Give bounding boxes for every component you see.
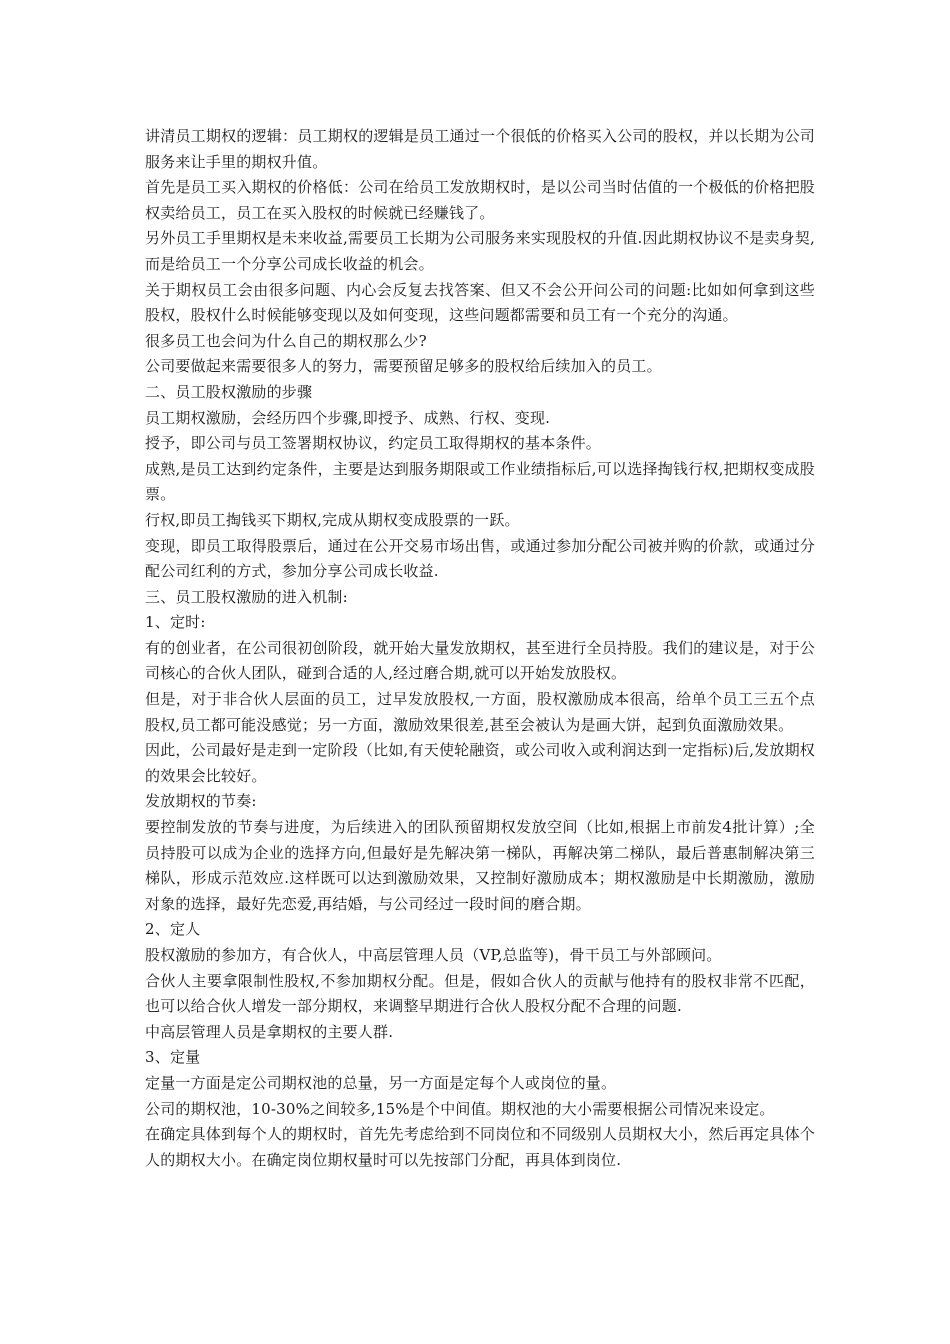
paragraph-employee-option-logic: 讲清员工期权的逻辑：员工期权的逻辑是员工通过一个很低的价格买入公司的股权，并以长期为公司服务来让手里的期权升值。 bbox=[145, 127, 815, 171]
paragraph-future-returns: 另外员工手里期权是未来收益,需要员工长期为公司服务来实现股权的升值.因此期权协议不是卖身契,而是给员工一个分享公司成长收益的机会。 bbox=[145, 229, 815, 273]
subheading-timing: 1、定时: bbox=[145, 613, 206, 632]
paragraph-vesting: 成熟,是员工达到约定条件，主要是达到服务期限或工作业绩指标后,可以选择掏钱行权,把期权变成股票。 bbox=[145, 459, 815, 504]
paragraph-grant: 授予，即公司与员工签署期权协议，约定员工取得期权的基本条件。 bbox=[145, 434, 602, 453]
paragraph-non-partner-employees: 但是，对于非合伙人层面的员工，过早发放股权,一方面，股权激励成本很高，给单个员工三五个点股权,员工都可能没感觉；另一方面，激励效果很差,甚至会被认为是画大饼，起到负面激励效果。 bbox=[145, 690, 815, 734]
paragraph-exercise: 行权,即员工掏钱买下期权,完成从期权变成股票的一跃。 bbox=[145, 510, 520, 529]
paragraph-pace-control: 要控制发放的节奏与进度，为后续进入的团队预留期权发放空间（比如,根据上市前发4批计算）;全员持股可以成为企业的选择方向,但最好是先解决第一梯队，再解决第二梯队，最后普惠制解决第三梯队，形成示范效应.这样既可以达到激励效果，又控制好激励成本；期权激励是中长期激励，激励对象的选择，最好先恋爱,再结婚，与公司经过一段时间的磨合期。 bbox=[145, 818, 815, 913]
paragraph-liquidation: 变现，即员工取得股票后，通过在公开交易市场出售，或通过参加分配公司被并购的价款，或通过分配公司红利的方式，参加分享公司成长收益. bbox=[145, 536, 815, 581]
paragraph-why-so-few: 很多员工也会问为什么自己的期权那么少? bbox=[145, 331, 427, 350]
paragraph-partners-restricted-equity: 合伙人主要拿限制性股权,不参加期权分配。但是，假如合伙人的贡献与他持有的股权非常不匹配，也可以给合伙人增发一部分期权，来调整早期进行合伙人股权分配不合理的问题. bbox=[145, 971, 815, 1016]
document-body bbox=[145, 124, 815, 1173]
paragraph-founders-early-grant: 有的创业者，在公司很初创阶段，就开始大量发放期权，甚至进行全员持股。我们的建议是，对于公司核心的合伙人团队，碰到合适的人,经过磨合期,就可以开始发放股权。 bbox=[145, 638, 815, 683]
section-heading-entry-mechanism: 三、员工股权激励的进入机制: bbox=[145, 587, 348, 606]
subheading-quantity: 3、定量 bbox=[145, 1048, 201, 1067]
paragraph-individual-allocation: 在确定具体到每个人的期权时，首先先考虑给到不同岗位和不同级别人员期权大小，然后再定具体个人的期权大小。在确定岗位期权量时可以先按部门分配，再具体到岗位. bbox=[145, 1125, 815, 1169]
paragraph-best-stage: 因此，公司最好是走到一定阶段（比如,有天使轮融资，或公司收入或利润达到一定指标)后,发放期权的效果会比较好。 bbox=[145, 741, 815, 785]
paragraph-employee-questions: 关于期权员工会由很多问题、内心会反复去找答案、但又不会公开问公司的问题:比如如何拿到这些股权，股权什么时候能够变现以及如何变现，这些问题都需要和员工有一个充分的沟通。 bbox=[145, 280, 815, 325]
paragraph-low-purchase-price: 首先是员工买入期权的价格低：公司在给员工发放期权时，是以公司当时估值的一个极低的价格把股权卖给员工，员工在买入股权的时候就已经赚钱了。 bbox=[145, 178, 815, 222]
paragraph-middle-management: 中高层管理人员是拿期权的主要人群. bbox=[145, 1022, 394, 1041]
paragraph-reserve-equity: 公司要做起来需要很多人的努力，需要预留足够多的股权给后续加入的员工。 bbox=[145, 357, 662, 376]
paragraph-participants: 股权激励的参加方，有合伙人，中高层管理人员（VP,总监等)，骨干员工与外部顾问。 bbox=[145, 946, 722, 964]
section-heading-incentive-steps: 二、员工股权激励的步骤 bbox=[145, 382, 313, 401]
paragraph-four-steps: 员工期权激励，会经历四个步骤,即授予、成熟、行权、变现. bbox=[145, 408, 551, 427]
subheading-grant-pace: 发放期权的节奏: bbox=[145, 792, 257, 811]
subheading-participants: 2、定人 bbox=[145, 920, 201, 939]
paragraph-option-pool-size: 公司的期权池，10-30%之间较多,15%是个中间值。期权池的大小需要根据公司情况来设定。 bbox=[145, 1099, 775, 1118]
paragraph-quantity-definition: 定量一方面是定公司期权池的总量，另一方面是定每个人或岗位的量。 bbox=[145, 1073, 617, 1092]
